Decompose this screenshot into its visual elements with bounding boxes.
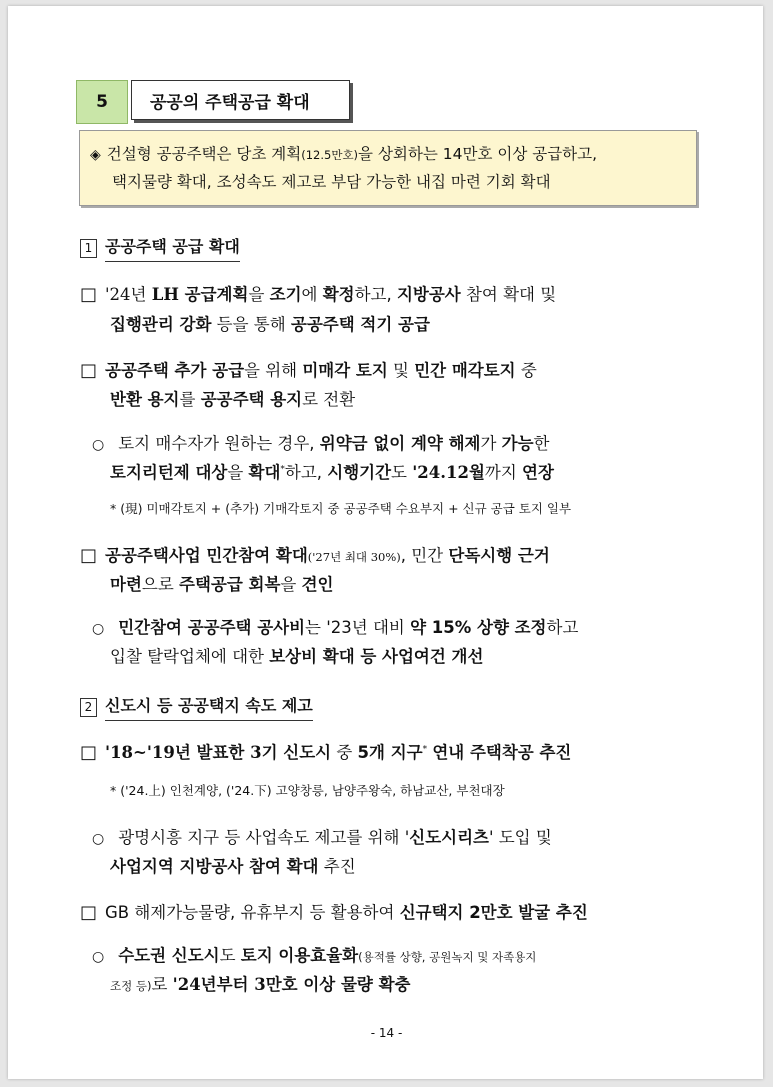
text-run-bold: 사업지역 지방공사 참여 확대	[110, 857, 319, 876]
footnote-star: *	[422, 744, 428, 755]
text-run-bold: 토지리턴제 대상	[110, 463, 228, 482]
text-run-bold: 단독시행 근거	[448, 546, 550, 565]
text-run: GB 해제가능물량, 유휴부지 등 활용하여	[105, 903, 400, 922]
paragraph-5a-line-1	[92, 942, 536, 966]
text-run: 입찰 탈락업체에 대한	[110, 647, 270, 666]
text-run: 하고,	[354, 285, 397, 304]
text-run-bold: 토지 이용효율화	[240, 946, 359, 965]
summary-box	[79, 130, 697, 206]
paragraph-1-line-2	[110, 311, 430, 335]
text-run-bold: 공공주택 추가 공급	[105, 361, 245, 380]
text-run: 도	[219, 946, 241, 965]
footnote-star: *	[110, 501, 117, 516]
text-run-bold: '24년부터 3만호 이상 물량 확충	[172, 975, 411, 994]
text-run-bold: 집행관리 강화	[110, 315, 212, 334]
text-run-bold: 신도시리츠	[409, 828, 489, 847]
text-run-bold: LH 공급계획	[151, 285, 249, 304]
footnote-text: (現) 미매각토지 + (추가) 기매각토지 중 공공주택 수요부지 + 신규 공급 토지 일부	[120, 501, 572, 516]
footnote-2	[110, 781, 505, 799]
summary-text: 택지물량 확대, 조성속도 제고로 부담 가능한 내집 마련 기회 확대	[112, 173, 551, 191]
diamond-bullet-icon: ◈	[90, 147, 101, 163]
circle-bullet-icon: ○	[92, 437, 105, 453]
text-run: 하고,	[284, 463, 328, 482]
text-run: 는 '23년 대비	[305, 618, 411, 637]
footnote-text: ('24.上) 인천계양, ('24.下) 고양창릉, 남양주왕숙, 하남교산, 부천대장	[120, 783, 505, 798]
summary-text: 건설형 공공주택은 당초 계획	[106, 145, 302, 163]
summary-line-1	[90, 141, 688, 169]
text-run: 및	[387, 361, 415, 380]
text-run-bold: 마련	[110, 575, 142, 594]
text-run-small: (용적률 상향, 공원녹지 및 자족용지	[358, 950, 537, 964]
text-run-bold: 조기	[269, 285, 302, 304]
text-run: 토지 매수자가 원하는 경우,	[118, 434, 320, 453]
text-run-bold: 약 15% 상향 조정	[410, 618, 547, 637]
text-run: 으로	[141, 575, 180, 594]
text-run: 로	[151, 975, 173, 994]
text-run: , 민간	[400, 546, 449, 565]
text-run-bold: 공공주택사업 민간참여 확대	[105, 546, 308, 565]
text-run-bold: 확정	[322, 285, 355, 304]
circle-bullet-icon: ○	[92, 621, 105, 637]
text-run: 까지	[484, 463, 523, 482]
paragraph-2-line-2	[110, 386, 355, 410]
text-run: ' 도입 및	[488, 828, 552, 847]
text-run-bold: 주택공급 회복	[179, 575, 281, 594]
text-run-bold: 5개 지구	[357, 743, 423, 762]
paragraph-4-line-1	[80, 739, 571, 763]
text-run: 를	[179, 390, 201, 409]
text-run-bold: '18~'19년 발표한 3기 신도시	[105, 743, 332, 762]
text-run: 중	[515, 361, 537, 380]
checkbox-square-icon: □	[80, 902, 98, 923]
paragraph-2-line-1	[80, 357, 537, 381]
subheading-1	[80, 234, 240, 262]
summary-small-text: (12.5만호)	[301, 148, 359, 162]
text-run-bold: 확대	[248, 463, 281, 482]
paragraph-3-line-2	[110, 571, 333, 595]
paragraph-5-line-1	[80, 899, 588, 923]
text-run: 을	[280, 575, 302, 594]
text-run-bold: 가능	[501, 434, 534, 453]
text-run: '24년	[105, 285, 152, 304]
text-run-bold: 미매각 토지	[302, 361, 388, 380]
text-run-bold: 민간 매각토지	[414, 361, 516, 380]
text-run-bold: 반환 용지	[110, 390, 180, 409]
subheading-title: 신도시 등 공공택지 속도 제고	[105, 693, 313, 721]
text-run-bold: 지방공사	[396, 285, 461, 304]
checkbox-square-icon: □	[80, 545, 98, 566]
section-title: 공공의 주택공급 확대	[150, 92, 310, 113]
subheading-2	[80, 693, 313, 721]
subheading-title: 공공주택 공급 확대	[105, 234, 240, 262]
text-run-bold: 위약금 없이 계약 해제	[319, 434, 481, 453]
text-run: 참여 확대 및	[460, 285, 557, 304]
text-run-bold: '24.12월	[412, 463, 485, 482]
text-run-bold: 보상비 확대 등 사업여건 개선	[269, 647, 484, 666]
subheading-number-box: 1	[80, 239, 97, 258]
summary-text: 을 상회하는 14만호 이상 공급하고,	[358, 145, 598, 163]
paragraph-3a-line-2	[110, 643, 483, 667]
text-run-bold: 공공주택 적기 공급	[290, 315, 430, 334]
text-run: 광명시흥 지구 등 사업속도 제고를 위해 '	[118, 828, 410, 847]
paragraph-4a-line-1	[92, 824, 552, 848]
footnote-1	[110, 499, 571, 517]
paragraph-3-line-1	[80, 542, 550, 566]
text-run-bold: 공공주택 용지	[200, 390, 303, 409]
checkbox-square-icon: □	[80, 742, 98, 763]
section-title-box	[131, 80, 350, 120]
checkbox-square-icon: □	[80, 360, 98, 381]
text-run: 가	[480, 434, 502, 453]
text-run: 을	[227, 463, 249, 482]
text-run-small: 조정 등)	[110, 979, 152, 993]
text-run: 을 위해	[244, 361, 303, 380]
text-run: 등을 통해	[211, 315, 291, 334]
checkbox-square-icon: □	[80, 284, 98, 305]
text-run-bold: 시행기간	[327, 463, 392, 482]
paragraph-2a-line-1	[92, 430, 550, 454]
page-number: - 14 -	[370, 1026, 403, 1040]
text-run-bold: 수도권 신도시	[118, 946, 220, 965]
text-run: 중	[331, 743, 358, 762]
text-run: 추진	[318, 857, 356, 876]
text-run: 을	[248, 285, 270, 304]
paragraph-4a-line-2	[110, 853, 356, 877]
paragraph-2a-line-2	[110, 459, 554, 483]
summary-line-2	[90, 169, 688, 196]
paragraph-5a-line-2	[110, 971, 410, 995]
footnote-star: *	[110, 783, 117, 798]
paragraph-1-line-1	[80, 281, 556, 305]
text-run: 도	[391, 463, 413, 482]
text-run: 한	[533, 434, 550, 453]
subheading-number-box: 2	[80, 698, 97, 717]
circle-bullet-icon: ○	[92, 831, 105, 847]
text-run: 에	[301, 285, 323, 304]
section-number-box	[76, 80, 128, 124]
footnote-star: *	[280, 464, 285, 475]
text-run-bold: 민간참여 공공주택 공사비	[118, 618, 306, 637]
text-run-bold: 견인	[301, 575, 334, 594]
section-number: 5	[96, 92, 108, 112]
text-run-bold: 신규택지 2만호 발굴 추진	[399, 903, 588, 922]
circle-bullet-icon: ○	[92, 949, 105, 965]
text-run-bold: 연내 주택착공 추진	[432, 743, 572, 762]
text-run-bold: 연장	[522, 463, 554, 482]
paragraph-3a-line-1	[92, 614, 578, 638]
text-run-small: ('27년 최대 30%)	[307, 550, 401, 564]
text-run: 로 전환	[302, 390, 356, 409]
text-run: 하고	[546, 618, 579, 637]
